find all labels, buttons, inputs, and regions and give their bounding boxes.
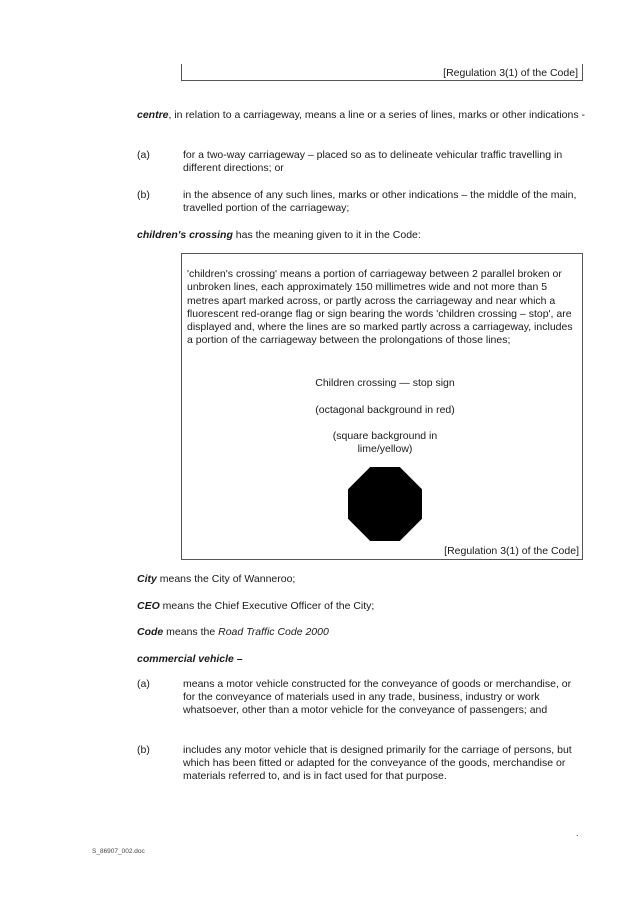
definition-childrens-crossing bbox=[137, 229, 587, 242]
definition-ceo bbox=[137, 600, 587, 613]
term-childrens-crossing: children's crossing bbox=[137, 229, 233, 241]
sign-caption-square: (square background in lime/yellow) bbox=[332, 430, 438, 455]
item-text: for a two-way carriageway – placed so as to delineate vehicular traffic travelling in different directions; or bbox=[183, 149, 563, 174]
definition-text: means the Chief Executive Officer of the City; bbox=[159, 600, 375, 612]
definition-code bbox=[137, 626, 587, 639]
footer-file-name: S_86907_002.doc bbox=[92, 848, 145, 855]
item-label: (b) bbox=[137, 189, 150, 201]
definition-centre bbox=[137, 109, 587, 122]
childrens-crossing-quote: 'children's crossing' means a portion of carriageway between 2 parallel broken or unbroken lines, each approximately 150 millimetres wide and not more than 5 metres apart marked across, or partly across the carriageway and near which a fluorescent red-orange flag or sign bearing the words 'children crossing – stop', are displayed and, where the lines are so marked partly across a carriageway, includes a portion of the carriageway between the prolongations of those lines; bbox=[187, 268, 573, 347]
act-title: Road Traffic Code 2000 bbox=[218, 626, 329, 638]
regulation-reference-box-top bbox=[181, 64, 583, 81]
definition-city bbox=[137, 573, 587, 586]
definition-text: has the meaning given to it in the Code: bbox=[232, 229, 421, 241]
item-label: (a) bbox=[137, 678, 150, 690]
item-text: in the absence of any such lines, marks or other indications – the middle of the main, travelled portion of the carriageway; bbox=[183, 189, 577, 214]
sign-title: Children crossing — stop sign bbox=[315, 377, 455, 389]
item-label: (b) bbox=[137, 744, 150, 756]
page-mark: . bbox=[576, 828, 579, 838]
term-centre: centre bbox=[137, 109, 169, 121]
definition-commercial-vehicle bbox=[137, 653, 587, 666]
term-ceo: CEO bbox=[137, 600, 160, 612]
item-label: (a) bbox=[137, 149, 150, 161]
item-text: means a motor vehicle constructed for the conveyance of goods or merchandise, or for the conveyance of materials used in any trade, business, industry or work whatsoever, other than a motor vehicle for the conveyance of passengers; and bbox=[183, 678, 572, 716]
term-city: City bbox=[137, 573, 157, 585]
regulation-reference: [Regulation 3(1) of the Code] bbox=[444, 545, 579, 557]
term-commercial-vehicle: commercial vehicle bbox=[137, 653, 234, 665]
regulation-reference: [Regulation 3(1) of the Code] bbox=[443, 67, 578, 79]
definition-text: means the City of Wanneroo; bbox=[156, 573, 296, 585]
term-code: Code bbox=[137, 626, 164, 638]
definition-text: means the bbox=[163, 626, 219, 638]
sign-caption-octagonal: (octagonal background in red) bbox=[315, 404, 455, 416]
item-text: includes any motor vehicle that is designed primarily for the carriage of persons, but which has been fitted or adapted for the conveyance of the goods, merchandise or materials referred to, and is in fact used for that purpose. bbox=[183, 744, 572, 782]
term-suffix: – bbox=[233, 653, 243, 665]
definition-text: , in relation to a carriageway, means a line or a series of lines, marks or other indications - bbox=[168, 109, 586, 121]
